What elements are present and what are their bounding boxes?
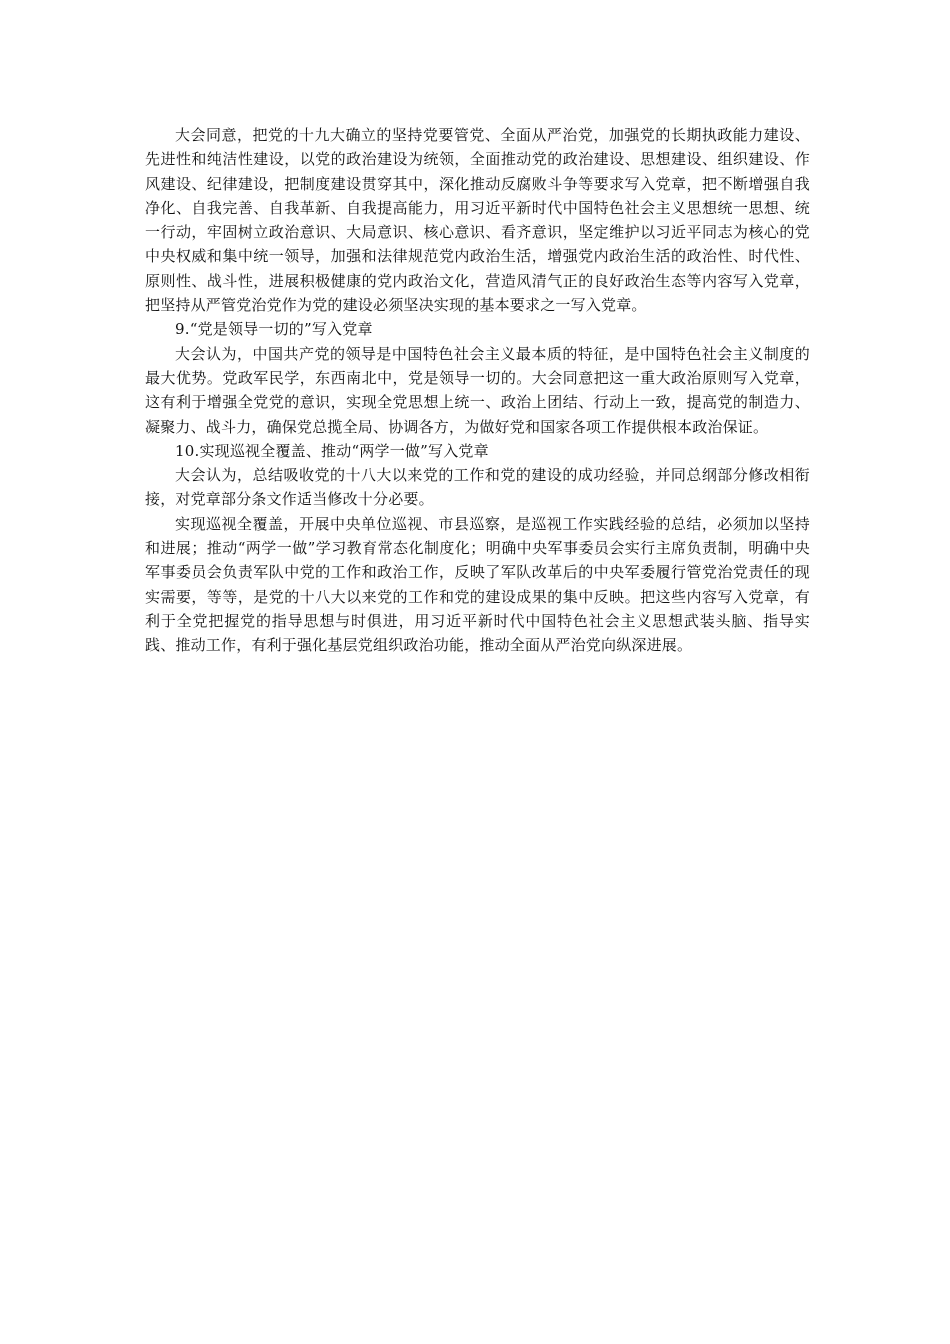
- paragraph-party-building: 大会同意，把党的十九大确立的坚持党要管党、全面从严治党，加强党的长期执政能力建设、先进性和纯洁性建设，以党的政治建设为统领，全面推动党的政治建设、思想建设、组织建设、作风建设、纪律建设，把制度建设贯穿其中，深化推动反腐败斗争等要求写入党章，把不断增强自我净化、自我完善、自我革新、自我提高能力，用习近平新时代中国特色社会主义思想统一思想、统一行动，牢固树立政治意识、大局意识、核心意识、看齐意识，坚定维护以习近平同志为核心的党中央权威和集中统一领导，加强和法律规范党内政治生活，增强党内政治生活的政治性、时代性、原则性、战斗性，进展积极健康的党内政治文化，营造风清气正的良好政治生态等内容写入党章，把坚持从严管党治党作为党的建设必须坚决实现的基本要求之一写入党章。: [145, 126, 810, 315]
- section-heading-10: 10.实现巡视全覆盖、推动“两学一做”写入党章: [175, 441, 489, 460]
- paragraph-summary: 大会认为，总结吸收党的十八大以来党的工作和党的建设的成功经验，并同总纲部分修改相衔接，对党章部分条文作适当修改十分必要。: [145, 466, 810, 509]
- paragraph-inspection: 实现巡视全覆盖，开展中央单位巡视、市县巡察，是巡视工作实践经验的总结，必须加以坚持和进展；推动“两学一做”学习教育常态化制度化；明确中央军事委员会实行主席负责制，明确中央军事委员会负责军队中党的工作和政治工作，反映了军队改革后的中央军委履行管党治党责任的现实需要，等等，是党的十八大以来党的工作和党的建设成果的集中反映。把这些内容写入党章，有利于全党把握党的指导思想与时俱进，用习近平新时代中国特色社会主义思想武装头脑、指导实践、推动工作，有利于强化基层党组织政治功能，推动全面从严治党向纵深进展。: [145, 514, 810, 655]
- document-body: [145, 123, 810, 658]
- paragraph-party-leadership: 大会认为，中国共产党的领导是中国特色社会主义最本质的特征，是中国特色社会主义制度的最大优势。党政军民学，东西南北中，党是领导一切的。大会同意把这一重大政治原则写入党章，这有利于增强全党党的意识，实现全党思想上统一、政治上团结、行动上一致，提高党的制造力、凝聚力、战斗力，确保党总揽全局、协调各方，为做好党和国家各项工作提供根本政治保证。: [145, 344, 810, 436]
- section-heading-9: 9.“党是领导一切的”写入党章: [175, 320, 373, 339]
